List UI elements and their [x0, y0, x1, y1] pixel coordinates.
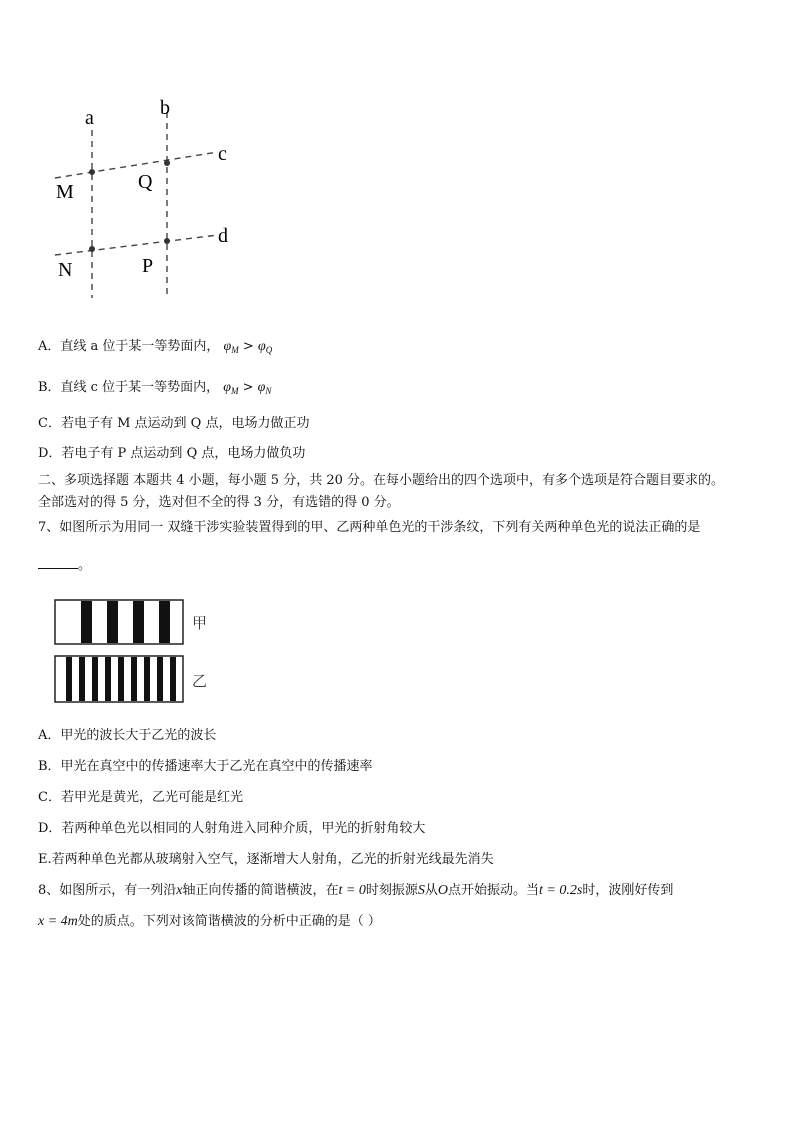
fringe: [81, 601, 92, 643]
fringe: [170, 657, 176, 701]
q7-option-a: A．甲光的波长大于乙光的波长: [38, 728, 217, 743]
label-p: P: [142, 255, 154, 277]
q6-option-b-text: B．直线 c 位于某一等势面内，: [38, 380, 220, 395]
point-q: [164, 160, 170, 166]
label-yi: 乙: [192, 672, 208, 690]
q7-option-c: C．若甲光是黄光，乙光可能是红光: [38, 790, 243, 805]
fringe: [133, 601, 144, 643]
phi-n: $\varphi_N$: [257, 380, 272, 396]
label-n: N: [58, 259, 73, 281]
label-b: b: [160, 97, 170, 119]
line-c: [55, 152, 218, 178]
point-m: [89, 169, 95, 175]
fringe: [92, 657, 98, 701]
label-q: Q: [138, 171, 153, 193]
q6-option-a-text: A．直线 a 位于某一等势面内，: [38, 339, 220, 354]
label-jia: 甲: [192, 614, 208, 632]
fringe: [131, 657, 137, 701]
answer-blank: [38, 556, 78, 569]
q7-option-b: B．甲光在真空中的传播速率大于乙光在真空中的传播速率: [38, 759, 373, 774]
q6-option-b: B．直线 c 位于某一等势面内， $\varphi_M > \varphi_N$: [38, 380, 272, 396]
fringe: [107, 601, 118, 643]
label-a: a: [85, 107, 94, 129]
fringe: [105, 657, 111, 701]
q7-answer-line: 。: [38, 556, 91, 575]
phi-m: $\varphi_M$: [223, 380, 239, 396]
fringe: [66, 657, 72, 701]
q7-stem: 7、如图所示为用同一 双缝干涉实验装置得到的甲、乙两种单色光的干涉条纹，下列有关两种单色光的说法正确的是: [38, 520, 701, 535]
fringe: [79, 657, 85, 701]
phi-m: $\varphi_M$: [223, 339, 239, 355]
point-p: [164, 238, 170, 244]
fringe: [118, 657, 124, 701]
phi-q: $\varphi_Q$: [257, 339, 273, 355]
q6-option-c: C．若电子有 M 点运动到 Q 点，电场力做正功: [38, 416, 310, 431]
q8-stem-line1: 8、如图所示，有一列沿x轴正向传播的简谐横波，在t = 0时刻振源S从O点开始振动。当t = 0.2s时，波刚好传到: [38, 883, 674, 898]
fringe: [157, 657, 163, 701]
fringe: [159, 601, 170, 643]
equipotential-figure: [40, 90, 250, 305]
fringe: [144, 657, 150, 701]
label-c: c: [218, 143, 227, 165]
label-m: M: [56, 181, 74, 203]
interference-fringes-figure: [50, 596, 220, 708]
q6-option-d: D．若电子有 P 点运动到 Q 点，电场力做负功: [38, 446, 306, 461]
point-n: [89, 246, 95, 252]
q7-option-d: D．若两种单色光以相同的人射角进入同种介质，甲光的折射角较大: [38, 821, 426, 836]
q7-option-e: E.若两种单色光都从玻璃射入空气，逐渐增大人射角，乙光的折射光线最先消失: [38, 852, 494, 867]
line-d: [55, 235, 218, 255]
section2-line1: 二、多项选择题 本题共 4 小题，每小题 5 分，共 20 分。在每小题给出的四个选项中，有多个选项是符合题目要求的。: [38, 473, 725, 488]
q6-option-a: A．直线 a 位于某一等势面内， $\varphi_M > \varphi_Q$: [38, 339, 273, 355]
section2-line2: 全部选对的得 5 分，选对但不全的得 3 分，有选错的得 0 分。: [38, 495, 400, 510]
label-d: d: [218, 225, 228, 247]
q8-stem-line2: x = 4m处的质点。下列对该简谐横波的分析中正确的是（ ）: [38, 914, 381, 929]
